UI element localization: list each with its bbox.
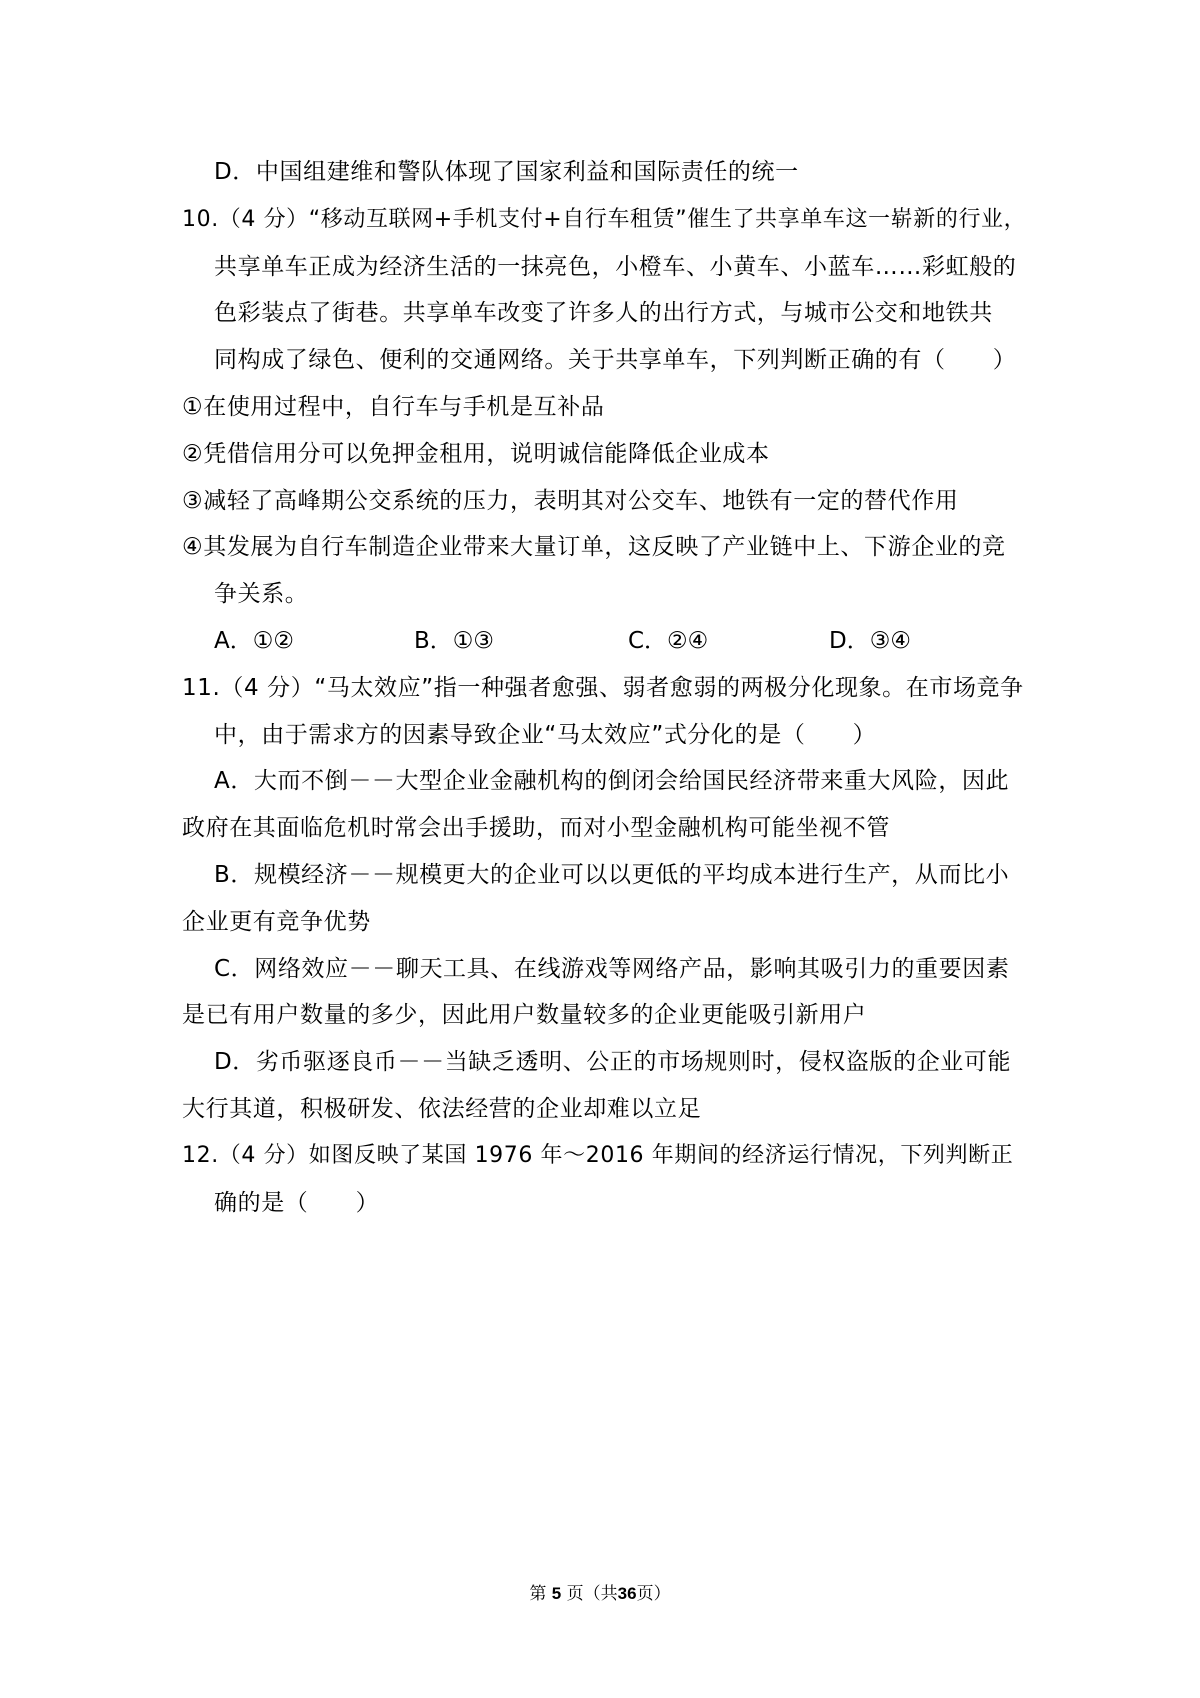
q11-stem-line-2: 中，由于需求方的因素导致企业“马太效应”式分化的是（ ） [214,722,877,748]
footer-total-pages: 36 [617,1584,637,1603]
q11-option-d-line-1: D．劣币驱逐良币－－当缺乏透明、公正的市场规则时，侵权盗版的企业可能 [214,1049,1012,1075]
footer-page-number: 5 [551,1584,562,1603]
q10-stem-line-1: 10.（4 分）“移动互联网+手机支付+自行车租赁”催生了共享单车这一崭新的行业， [182,207,1027,232]
q10-statement-2: ②凭借信用分可以免押金租用，说明诚信能降低企业成本 [182,441,770,467]
footer-suffix: 页） [636,1584,671,1604]
page-footer [0,1583,1200,1605]
q10-stem-line-3: 色彩装点了街巷。共享单车改变了许多人的出行方式，与城市公交和地铁共 [214,300,993,326]
q10-option-c: C．②④ [628,628,709,654]
q10-statement-4-cont: 争关系。 [214,581,309,607]
footer-prefix: 第 [529,1584,547,1604]
q11-option-b-line-2: 企业更有竞争优势 [182,909,371,935]
q10-stem-line-2: 共享单车正成为经济生活的一抹亮色，小橙车、小黄车、小蓝车……彩虹般的 [214,254,1017,280]
q11-option-d-line-2: 大行其道，积极研发、依法经营的企业却难以立足 [182,1096,702,1122]
q11-option-c-line-2: 是已有用户数量的多少，因此用户数量较多的企业更能吸引新用户 [182,1002,867,1028]
q11-stem-line-1: 11.（4 分）“马太效应”指一种强者愈强、弱者愈弱的两极分化现象。在市场竞争 [182,675,1024,701]
q11-option-b-line-1: B．规模经济－－规模更大的企业可以以更低的平均成本进行生产，从而比小 [214,862,1010,888]
q10-stem-line-4: 同构成了绿色、便利的交通网络。关于共享单车，下列判断正确的有（ ） [214,347,1017,373]
q10-option-d: D．③④ [829,628,911,654]
q11-option-a-line-2: 政府在其面临危机时常会出手援助，而对小型金融机构可能坐视不管 [182,815,890,841]
q12-stem-line-2: 确的是（ ） [214,1190,380,1216]
q10-statement-1: ①在使用过程中，自行车与手机是互补品 [182,394,605,420]
q10-option-a: A．①② [214,628,294,654]
q11-option-c-line-1: C．网络效应－－聊天工具、在线游戏等网络产品，影响其吸引力的重要因素 [214,956,1010,982]
q11-option-a-line-1: A．大而不倒－－大型企业金融机构的倒闭会给国民经济带来重大风险，因此 [214,768,1010,794]
q10-statement-3: ③减轻了高峰期公交系统的压力，表明其对公交车、地铁有一定的替代作用 [182,488,959,514]
q12-stem-line-1: 12.（4 分）如图反映了某国 1976 年～2016 年期间的经济运行情况，下列判断正 [182,1143,1014,1168]
q10-statement-4: ④其发展为自行车制造企业带来大量订单，这反映了产业链中上、下游企业的竞 [182,534,1006,560]
footer-middle: 页（共 [566,1584,618,1604]
q10-option-b: B．①③ [414,628,495,654]
q9-option-d: D．中国组建维和警队体现了国家利益和国际责任的统一 [214,159,799,185]
